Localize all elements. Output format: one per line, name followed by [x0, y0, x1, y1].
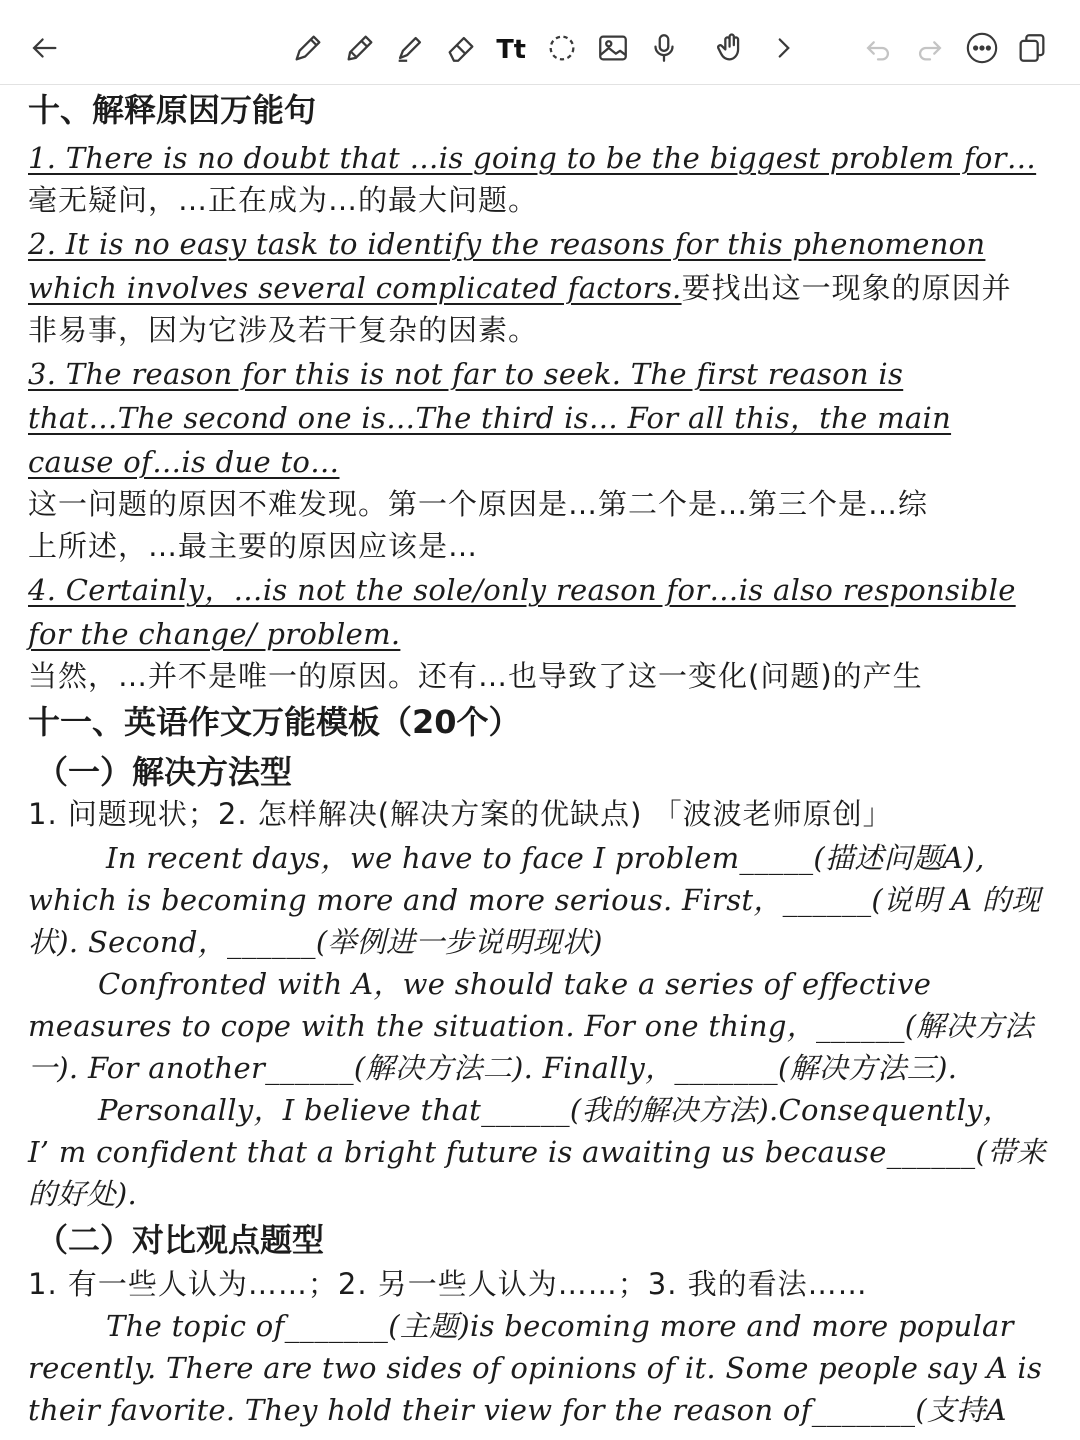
template-1-line: Confronted with A，we should take a series of effective: [98, 967, 932, 1001]
sentence-2-english-cont: which involves several complicated factors.: [28, 271, 682, 305]
template-1-line: Personally，I believe that______(我的解决方法).Consequently，: [98, 1093, 1013, 1127]
hand-gesture-icon[interactable]: [713, 30, 749, 66]
sentence-4-english-cont: for the change/ problem.: [28, 617, 401, 651]
toolbar: [0, 0, 1080, 85]
sentence-1-chinese: 毫无疑问，…正在成为…的最大问题。: [28, 183, 539, 217]
template-1-line: 的好处).: [28, 1177, 138, 1211]
subsection-title: （二）对比观点题型: [36, 1221, 325, 1259]
sentence-4-english: 4. Certainly，…is not the sole/only reason for…is also responsible: [28, 573, 1016, 607]
template-1-line: 状). Second，______(举例进一步说明现状): [28, 925, 603, 959]
template-1-line: which is becoming more and more serious. First，______(说明 A 的现: [28, 883, 1041, 917]
pen-icon[interactable]: [290, 30, 326, 66]
sentence-3-english-end: cause of…is due to…: [28, 445, 340, 479]
template-1-outline: 1. 问题现状；2. 怎样解决(解决方案的优缺点) 「波波老师原创」: [28, 797, 893, 831]
template-1-line: In recent days，we have to face I problem_____(描述问题A),: [106, 841, 985, 875]
sentence-2-english: 2. It is no easy task to identify the reasons for this phenomenon: [28, 227, 986, 261]
image-icon[interactable]: [595, 30, 631, 66]
sentence-3-english: 3. The reason for this is not far to seek. The first reason is: [28, 357, 904, 391]
template-2-line: recently. There are two sides of opinions of it. Some people say A is: [28, 1351, 1043, 1385]
undo-icon[interactable]: [860, 30, 896, 66]
svg-text:Tt: Tt: [496, 34, 527, 65]
sentence-3-english-cont: that…The second one is…The third is… For all this，the main: [28, 401, 952, 435]
lasso-icon[interactable]: [544, 30, 580, 66]
microphone-icon[interactable]: [646, 30, 682, 66]
template-2-line: their favorite. They hold their view for the reason of_______(支持A: [28, 1393, 1007, 1427]
sentence-1-english: 1. There is no doubt that …is going to be the biggest problem for…: [28, 141, 1037, 175]
section-title: 十一、英语作文万能模板（20个）: [28, 703, 521, 741]
template-1-line: I’ m confident that a bright future is awaiting us because______(带来: [28, 1135, 1046, 1169]
template-2-outline: 1. 有一些人认为……；2. 另一些人认为……；3. 我的看法……: [28, 1267, 868, 1301]
text-tool-icon[interactable]: [494, 30, 530, 66]
sentence-3-chinese-cont: 上所述，…最主要的原因应该是…: [28, 529, 479, 563]
pages-icon[interactable]: [1014, 30, 1050, 66]
sentence-2-chinese-cont: 非易事，因为它涉及若干复杂的因素。: [28, 313, 539, 347]
sentence-4-chinese: 当然，…并不是唯一的原因。还有…也导致了这一变化(问题)的产生: [28, 659, 923, 693]
sentence-3-chinese: 这一问题的原因不难发现。第一个原因是…第二个是…第三个是…综: [28, 487, 929, 521]
highlighter-icon[interactable]: [392, 30, 428, 66]
eraser-icon[interactable]: [443, 30, 479, 66]
subsection-title: （一）解决方法型: [36, 753, 293, 791]
redo-icon[interactable]: [912, 30, 948, 66]
chevron-right-icon[interactable]: [766, 30, 802, 66]
pencil-icon[interactable]: [342, 30, 378, 66]
more-icon[interactable]: [964, 30, 1000, 66]
template-1-line: measures to cope with the situation. For one thing，______(解决方法: [28, 1009, 1034, 1043]
template-2-line: The topic of_______(主题)is becoming more and more popular: [106, 1309, 1014, 1343]
section-title: 十、解释原因万能句: [28, 91, 317, 129]
sentence-2-line2: [28, 268, 1012, 308]
sentence-2-chinese: 要找出这一现象的原因并: [681, 271, 1012, 305]
template-1-line: 一). For another______(解决方法二). Finally，_______(解决方法三).: [28, 1051, 958, 1085]
back-arrow-icon[interactable]: [26, 30, 62, 66]
